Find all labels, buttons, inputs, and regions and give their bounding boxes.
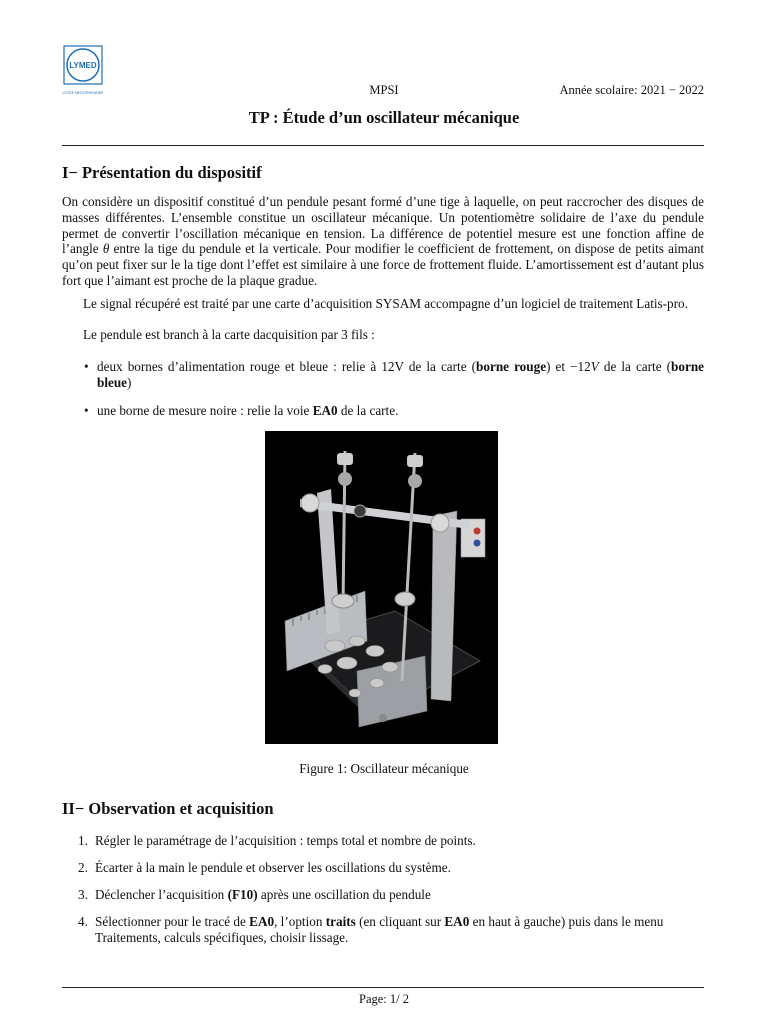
paragraph-text: On considère un dispositif constitué d’un pendule pesant formé d’une tige à laquelle, on peut raccrocher des disques de masses différentes. L’ensemble constitue un oscillateur mécanique. Un potentiomètre solidaire de l’axe du pendule permet de convertir l’oscillation mécanique en tension. La différence de potentiel mesure est une fonction affine de l’angle	[62, 194, 704, 257]
step-text: après une oscillation du pendule	[257, 887, 431, 902]
header-school-year: Année scolaire: 2021 − 2022	[559, 83, 704, 97]
step-number: 1.	[78, 833, 88, 848]
list-item	[78, 833, 704, 849]
paragraph-presentation	[62, 194, 704, 289]
oscillator-photo	[265, 431, 498, 744]
bullet-item-power	[84, 359, 704, 391]
bullet-bold-red: borne rouge	[476, 359, 547, 374]
step-text: en haut à gauche) puis dans le menu Traitements, calculs spécifiques, choisir lissage.	[95, 914, 664, 945]
bullet-dot: •	[84, 403, 89, 418]
section-heading-1: I− Présentation du dispositif	[62, 163, 262, 182]
bullet-bold-ea0: EA0	[312, 403, 338, 418]
step-text: Sélectionner pour le tracé de	[95, 914, 250, 929]
bullet-dot: •	[84, 359, 89, 374]
bullet-text: ) et −12	[546, 359, 591, 374]
bullet-bold-blue: borne bleue	[97, 359, 704, 390]
section-heading-2: II− Observation et acquisition	[62, 799, 274, 818]
bullet-item-measure	[84, 403, 704, 419]
bullet-text: de la carte (	[598, 359, 672, 374]
header-course: MPSI	[369, 83, 399, 97]
page-title: TP : Étude d’un oscillateur mécanique	[248, 108, 520, 127]
step-text: Régler le paramétrage de l’acquisition : temps total et nombre de points.	[95, 833, 476, 848]
bullet-text: une borne de mesure noire : relie la voie	[97, 403, 313, 418]
bullet-text: de la carte.	[337, 403, 399, 418]
step-bold: traits	[325, 914, 356, 929]
volt-symbol: V	[590, 359, 599, 374]
bullet-text: )	[127, 374, 132, 390]
step-bold: EA0	[444, 914, 470, 929]
step-bold: EA0	[249, 914, 275, 929]
step-number: 3.	[78, 887, 88, 902]
bullet-text: deux bornes d’alimentation rouge et bleue : relie à 12V de la carte (	[97, 359, 477, 374]
step-number: 4.	[78, 914, 88, 929]
step-number: 2.	[78, 860, 88, 875]
paragraph-signal: Le signal récupéré est traité par une carte d’acquisition SYSAM accompagne d’un logiciel de traitement Latis-pro.	[83, 296, 688, 311]
logo-text: LYMED	[69, 61, 97, 70]
step-text: , l’option	[274, 914, 326, 929]
list-item	[78, 887, 704, 903]
title-rule	[62, 145, 704, 146]
list-item	[78, 860, 704, 876]
footer-rule	[62, 987, 704, 988]
logo-subtext: LYCEE MEDITERRANEE	[62, 91, 104, 95]
step-text: Écarter à la main le pendule et observer les oscillations du système.	[95, 860, 451, 875]
step-text: (en cliquant sur	[355, 914, 445, 929]
paragraph-text-end: entre la tige du pendule et la verticale. Pour modifier le coefficient de frottement, on dispose de petits aimant qu’on peut fixer sur le la tige dont l’effet est similaire à une force de frottement fluide. L’amortissement est d’autant plus fort que l’aimant est proche de la plaque gradue.	[62, 241, 704, 288]
step-text: Déclencher l’acquisition	[95, 887, 228, 902]
theta-symbol: θ	[102, 241, 110, 257]
list-item	[78, 914, 704, 946]
step-key: (F10)	[227, 887, 258, 902]
page-number: Page: 1/ 2	[359, 992, 409, 1006]
figure-caption: Figure 1: Oscillateur mécanique	[299, 761, 469, 776]
paragraph-wiring: Le pendule est branch à la carte dacquisition par 3 fils :	[83, 327, 375, 342]
